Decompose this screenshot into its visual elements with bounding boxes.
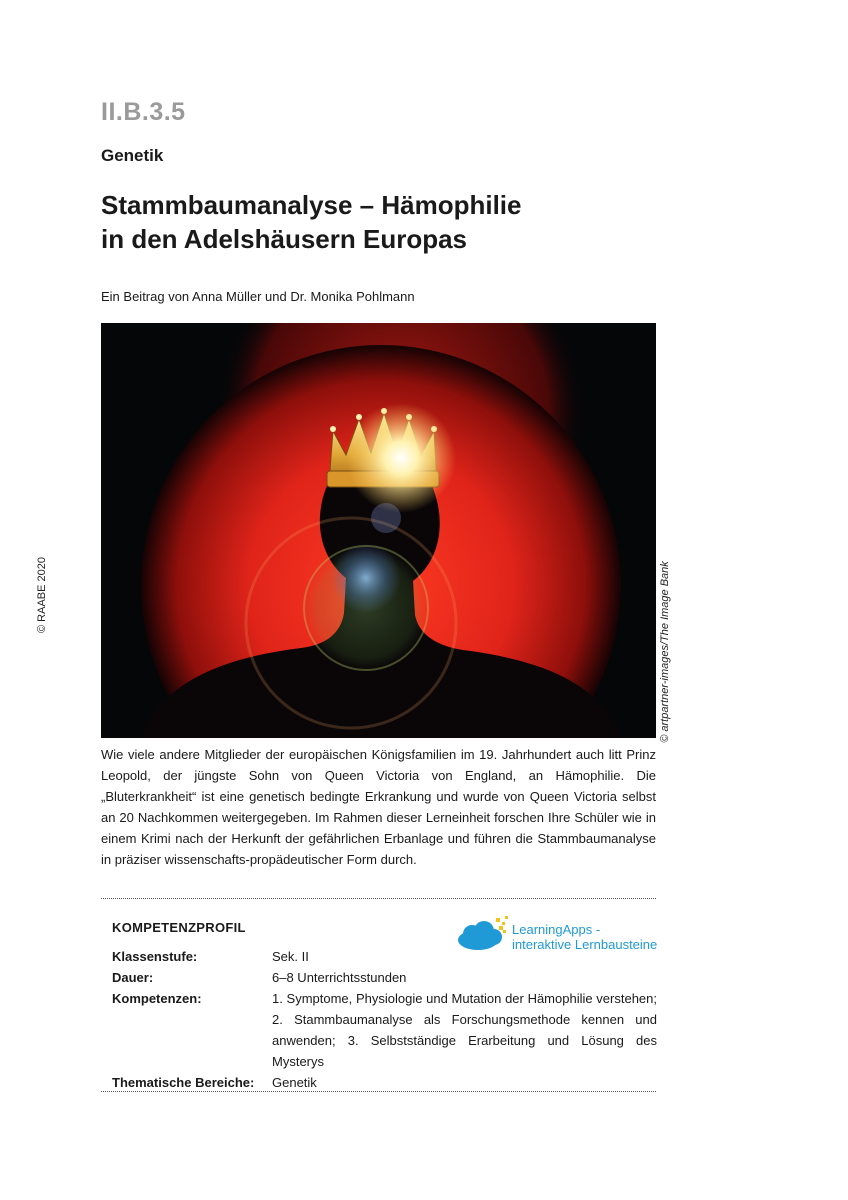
title-line-2: in den Adelshäusern Europas bbox=[101, 224, 468, 254]
logo-text-line2: interaktive Lernbausteine bbox=[512, 937, 658, 952]
hero-image bbox=[101, 323, 656, 738]
profile-value: Sek. II bbox=[272, 949, 309, 964]
profile-label: Dauer: bbox=[112, 970, 154, 985]
profile-value: 1. Symptome, Physiologie und Mutation der Hämophilie verstehen; 2. Stammbaumanalyse als Forschungsmethode kennen und anwenden; 3. Selbstständige Erarbeitung und Lösung des Mysterys bbox=[272, 991, 657, 1069]
profile-label: Klassenstufe: bbox=[112, 949, 198, 964]
divider-bottom bbox=[101, 1091, 656, 1092]
page-title bbox=[101, 188, 521, 256]
competence-profile-table bbox=[112, 946, 657, 1093]
profile-label: Thematische Bereiche: bbox=[112, 1075, 255, 1090]
intro-paragraph: Wie viele andere Mitglieder der europäischen Königsfamilien im 19. Jahrhundert auch litt Prinz Leopold, der jüngste Sohn von Queen Victoria von England, an Hämophilie. Die „Bluterkrankheit“ ist eine genetisch bedingte Erkrankung und wurde von Queen Victoria selbst an 20 Nachkommen weitergegeben. Im Rahmen dieser Lerneinheit forschen Ihre Schüler wie in einem Krimi nach der Herkunft der gefährlichen Erbanlage und führen die Stammbaumanalyse in präziser wissenschafts-propädeutischer Form durch. bbox=[101, 747, 656, 867]
profile-label: Kompetenzen: bbox=[112, 991, 202, 1006]
profile-row-topics bbox=[112, 1072, 657, 1093]
subject-label: Genetik bbox=[101, 146, 164, 165]
section-code: II.B.3.5 bbox=[101, 98, 186, 126]
profile-heading: KOMPETENZPROFIL bbox=[112, 920, 246, 935]
profile-row-competences bbox=[112, 988, 657, 1072]
authors-line: Ein Beitrag von Anna Müller und Dr. Monika Pohlmann bbox=[101, 289, 415, 304]
title-line-1: Stammbaumanalyse – Hämophilie bbox=[101, 190, 522, 220]
profile-value: 6–8 Unterrichtsstunden bbox=[272, 970, 407, 985]
profile-value: Genetik bbox=[272, 1075, 317, 1090]
photo-credit: © artpartner-images/The Image Bank bbox=[659, 561, 671, 743]
crowned-silhouette-illustration bbox=[101, 323, 656, 738]
divider-top bbox=[101, 898, 656, 899]
logo-text-line1: LearningApps - bbox=[512, 922, 601, 937]
profile-row-grade bbox=[112, 946, 657, 967]
copyright-notice: © RAABE 2020 bbox=[36, 557, 48, 633]
profile-row-duration bbox=[112, 967, 657, 988]
